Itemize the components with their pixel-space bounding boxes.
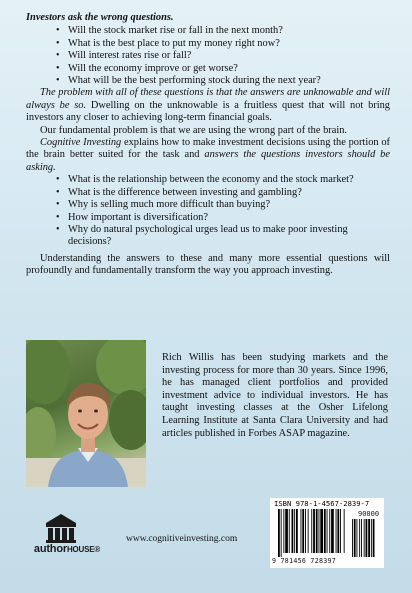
- barcode-bar: [294, 509, 295, 553]
- barcode-bar: [336, 509, 337, 553]
- list-item: • Why do natural psychological urges lead us to make poor investing decisions?: [26, 224, 390, 249]
- italic-statement: The problem with all of these questions is that the answers are unknowable and will always be so.: [26, 87, 390, 111]
- list-item: • Will the economy improve or get worse?: [26, 63, 390, 75]
- barcode-bar: [283, 509, 284, 553]
- list-item: • Will interest rates rise or fall?: [26, 50, 390, 62]
- barcode-bar: [316, 509, 318, 553]
- paragraph-text: explains how to make investment decisions using the portion of the brain better suited for the task and: [26, 137, 390, 161]
- barcode-addon-bar: [359, 519, 360, 557]
- barcode-bar: [344, 509, 345, 553]
- barcode-bar: [311, 509, 312, 553]
- paragraph-brain: Our fundamental problem is that we are using the wrong part of the brain.: [40, 124, 348, 136]
- price-code: 90000: [358, 510, 380, 518]
- book-title: Cognitive Investing: [40, 137, 122, 149]
- publisher-name: author: [33, 543, 67, 555]
- barcode-bar: [278, 509, 280, 557]
- barcode-bar: [302, 509, 304, 553]
- barcode-bar: [319, 509, 320, 553]
- list-item: • What is the relationship between the economy and the stock market?: [26, 174, 390, 186]
- barcode-addon-bar: [371, 519, 372, 557]
- registered-mark: ®: [94, 545, 101, 554]
- authorhouse-logo-icon: [44, 513, 78, 543]
- barcode-bar: [296, 509, 298, 553]
- right-questions-list: [26, 174, 390, 248]
- website-url: www.cognitiveinvesting.com: [126, 534, 238, 544]
- paragraph-book: [26, 137, 390, 174]
- barcode-bar: [292, 509, 294, 553]
- barcode-addon-bar: [354, 519, 356, 557]
- barcode-bar: [327, 509, 328, 553]
- barcode-bar: [313, 509, 315, 553]
- barcode-addon-bar: [364, 519, 365, 557]
- author-photo: [26, 340, 146, 487]
- heading: Investors ask the wrong questions.: [26, 12, 174, 23]
- list-item: • What is the difference between investing and gambling?: [26, 187, 390, 199]
- barcode-addon-bar: [357, 519, 358, 557]
- isbn-label: ISBN 978-1-4567-2839-7: [274, 499, 370, 508]
- barcode-bar: [301, 509, 302, 553]
- barcode-bar: [281, 509, 282, 557]
- description-text: [26, 12, 390, 278]
- list-item: • What is the best place to put my money right now?: [26, 38, 390, 50]
- list-item: • Will the stock market rise or fall in the next month?: [26, 25, 390, 37]
- barcode-bar: [285, 509, 288, 553]
- barcode-addon-bar: [352, 519, 353, 557]
- barcode-bar: [305, 509, 306, 553]
- emphasis-text: answers the questions investors should be asking.: [26, 149, 390, 173]
- author-photo-illustration: [26, 340, 146, 487]
- list-item: • How important is diversification?: [26, 212, 390, 224]
- barcode-bar: [337, 509, 339, 553]
- list-item: • What will be the best performing stock during the next year?: [26, 75, 390, 87]
- publisher-logo-text: [22, 543, 112, 555]
- barcode-bar: [308, 509, 309, 553]
- barcode-addon-bar: [366, 519, 368, 557]
- paragraph-text: Dwelling on the unknowable is a fruitless quest that will not bring investors any closer to achieving long-term financial goals.: [26, 99, 391, 124]
- author-bio: Rich Willis has been studying markets and the investing process for more than 30 years. Since 1996, he has managed client portfolios and provided investment advice to individual investors. He has taught investing classes at the Osher Lifelong Learning Institute at Santa Clara University and had articles published in Forbes ASAP magazine.: [162, 352, 388, 439]
- paragraph-conclusion: Understanding the answers to these and many more essential questions will profoundly and fundamentally transform the way you approach investing.: [26, 252, 390, 277]
- barcode-bar: [329, 509, 330, 553]
- barcode-bar: [289, 509, 290, 553]
- barcode-bars: [276, 509, 378, 557]
- paragraph-problem: [26, 87, 390, 124]
- barcode-addon-bar: [361, 519, 362, 557]
- barcode-bar: [331, 509, 334, 553]
- barcode-bar: [320, 509, 323, 553]
- barcode-addon-bar: [373, 519, 375, 557]
- barcode-bar: [324, 509, 326, 553]
- isbn-barcode: [270, 498, 384, 568]
- barcode-digits: 9 781456 728397: [272, 557, 337, 565]
- list-item: • Why is selling much more difficult than buying?: [26, 199, 390, 211]
- publisher-name-small: HOUSE: [66, 545, 95, 554]
- wrong-questions-list: [26, 25, 390, 87]
- barcode-addon-bar: [368, 519, 370, 557]
- barcode-bar: [340, 509, 341, 553]
